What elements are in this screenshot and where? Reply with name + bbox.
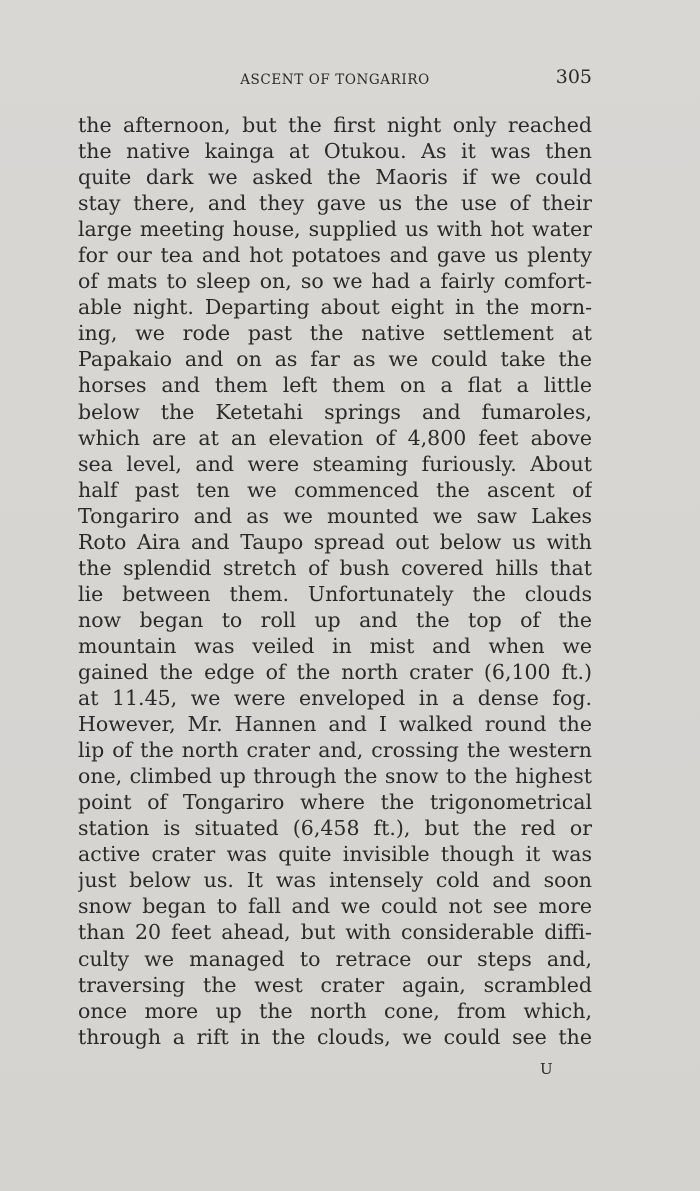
text-line: able night. Departing about eight in the morn- — [78, 295, 592, 320]
text-line: station is situated (6,458 ft.), but the red or — [78, 816, 592, 841]
text-line: snow began to fall and we could not see more — [78, 894, 592, 919]
text-line: Roto Aira and Taupo spread out below us with — [78, 529, 592, 554]
text-line: below the Ketetahi springs and fumaroles, — [78, 399, 592, 424]
text-line: at 11.45, we were enveloped in a dense fog. — [78, 686, 592, 711]
text-line: gained the edge of the north crater (6,100 ft.) — [78, 659, 592, 684]
text-line: culty we managed to retrace our steps and, — [78, 946, 592, 971]
text-line: However, Mr. Hannen and I walked round the — [78, 712, 592, 737]
text-line: now began to roll up and the top of the — [78, 607, 592, 632]
running-head — [78, 66, 592, 94]
text-line: sea level, and were steaming furiously. About — [78, 451, 592, 476]
text-line: the afternoon, but the first night only reached — [78, 113, 592, 137]
text-line: half past ten we commenced the ascent of — [78, 477, 592, 502]
text-line: lie between them. Unfortunately the clouds — [78, 581, 592, 606]
text-line: Tongariro and as we mounted we saw Lakes — [78, 503, 592, 528]
text-line: Papakaio and on as far as we could take the — [78, 347, 592, 372]
text-line: of mats to sleep on, so we had a fairly comfort- — [78, 269, 592, 294]
text-line: traversing the west crater again, scrambled — [78, 972, 592, 997]
running-title: ASCENT OF TONGARIRO — [240, 72, 430, 88]
signature-mark: U — [540, 1060, 553, 1078]
text-line: one, climbed up through the snow to the highest — [78, 764, 592, 789]
text-line: large meeting house, supplied us with hot water — [78, 217, 592, 242]
text-line: just below us. It was intensely cold and soon — [78, 868, 592, 893]
text-line: which are at an elevation of 4,800 feet above — [78, 425, 592, 450]
text-line: active crater was quite invisible though it was — [78, 842, 592, 867]
text-line: lip of the north crater and, crossing the western — [78, 738, 592, 763]
text-line: quite dark we asked the Maoris if we could — [78, 165, 592, 190]
text-line: the native kainga at Otukou. As it was then — [78, 139, 592, 164]
text-line: ing, we rode past the native settlement at — [78, 321, 592, 346]
text-line: through a rift in the clouds, we could see the — [78, 1024, 592, 1049]
text-line: stay there, and they gave us the use of their — [78, 191, 592, 216]
text-line: point of Tongariro where the trigonometrical — [78, 790, 592, 815]
text-line: horses and them left them on a flat a little — [78, 373, 592, 398]
text-line: the splendid stretch of bush covered hills that — [78, 555, 592, 580]
text-line: than 20 feet ahead, but with considerable diffi- — [78, 920, 592, 945]
text-line: for our tea and hot potatoes and gave us plenty — [78, 243, 592, 268]
page-number: 305 — [555, 66, 592, 88]
body-text — [78, 112, 592, 1050]
text-line: once more up the north cone, from which, — [78, 998, 592, 1023]
text-line: mountain was veiled in mist and when we — [78, 633, 592, 658]
